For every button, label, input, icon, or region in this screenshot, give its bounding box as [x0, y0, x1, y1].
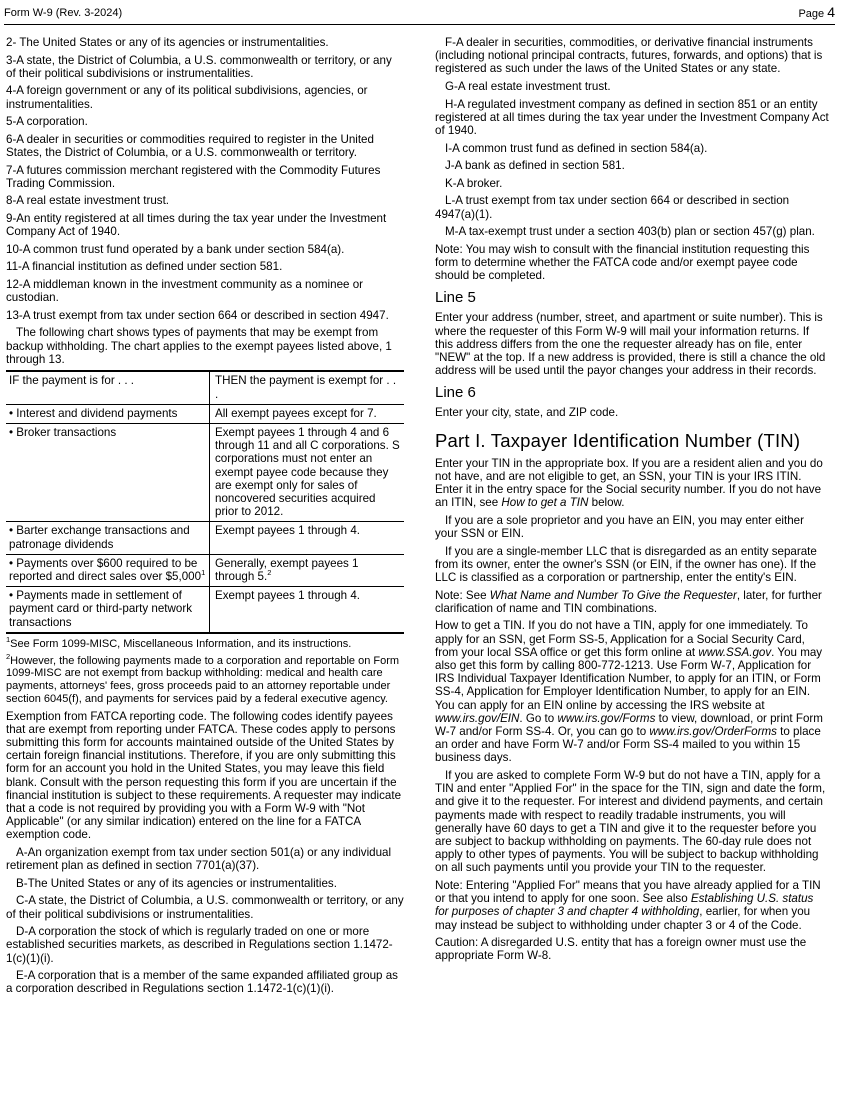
footnote-1: $^1$See Form 1099-MISC, Miscellaneous Information, and its instructions.: [6, 634, 352, 650]
fatca-code: H-A regulated investment company as defined in section 851 or an entity registered at all times during the tax year under the Investment Company Act of 1940.: [435, 97, 829, 137]
exempt-payees-cell: Generally, exempt payees 1 through 5.$^2$: [210, 554, 405, 586]
exempt-payee-code: 9-An entity registered at all times during the tax year under the Investment Company Act of 1940.: [6, 211, 387, 239]
irs-ein-link[interactable]: www.irs.gov/EIN: [435, 711, 520, 725]
exempt-payee-code: 11-A financial institution as defined under section 581.: [6, 260, 283, 274]
exempt-payee-code: 6-A dealer in securities or commodities required to register in the United States, the District of Columbia, or a U.S. commonwealth or territory.: [6, 132, 374, 159]
irs-forms-link[interactable]: www.irs.gov/Forms: [557, 711, 656, 725]
line-6-heading: Line 6: [435, 384, 476, 402]
line-5-heading: Line 5: [435, 289, 476, 307]
table-header-if: IF the payment is for . . .: [6, 371, 210, 404]
note-applied-for: Note: Entering "Applied For" means that you have already applied for a TIN or that you intend to apply for one soon. See also Establishing U.S. status for purposes of chapter 3 and chapter 4 withholding, earlier, for when you may instead be subject to withholding under chapter 3 or 4 of the Code.: [435, 879, 821, 932]
page-header: [4, 4, 835, 25]
table-row: [6, 423, 404, 521]
fatca-intro: Exemption from FATCA reporting code. The following codes identify payees that are exempt from reporting under FATCA. These codes apply to persons submitting this form for accounts maintained outside of the United States by certain foreign financial institutions. Therefore, if you are only submitting this form for an account you hold in the United States, you may leave this field blank. Consult with the person requesting this form if you are uncertain if the financial institution is subject to these requirements. A requester may indicate that a code is not required by providing you with a Form W-9 with "Not Applicable" (or any similar indication) entered on the line for a FATCA exemption code.: [6, 709, 402, 842]
table-row: [6, 404, 404, 423]
payment-type-cell: • Payments made in settlement of payment card or third-party network transactions: [6, 587, 210, 633]
exempt-payees-cell: Exempt payees 1 through 4 and 6 through 11 and all C corporations. S corporations must not enter an exempt payee code because they are exempt only for sales of noncovered securities acquired prior to 2012.: [210, 423, 405, 521]
exempt-payee-code: 12-A middleman known in the investment community as a nominee or custodian.: [6, 277, 364, 305]
fatca-code: I-A common trust fund as defined in section 584(a).: [445, 141, 708, 155]
part-1-heading: Part I. Taxpayer Identification Number (TIN): [435, 429, 801, 451]
exempt-payee-code: 5-A corporation.: [6, 115, 88, 129]
payment-type-cell: • Barter exchange transactions and patronage dividends: [6, 522, 210, 554]
line-6-text: Enter your city, state, and ZIP code.: [435, 406, 619, 420]
llc-paragraph: If you are a single-member LLC that is disregarded as an entity separate from its owner, enter the owner's SSN (or EIN, if the owner has one). If the LLC is classified as a corporation or partnership, enter the entity's EIN.: [435, 544, 817, 584]
applied-for-paragraph: If you are asked to complete Form W-9 but do not have a TIN, apply for a TIN and enter "Applied For" in the space for the TIN, sign and date the form, and give it to the requester. For interest and dividend payments, and certain payments made with respect to readily tradable instruments, you will generally have 60 days to get a TIN and give it to the requester before you are subject to backup withholding on payments. The 60-day rule does not apply to other types of payments. You will be subject to backup withholding on all such payments until you provide your TIN to the requester.: [435, 769, 826, 875]
fatca-code: J-A bank as defined in section 581.: [445, 159, 625, 173]
exempt-payees-cell: Exempt payees 1 through 4.: [210, 522, 405, 554]
line-5-text: Enter your address (number, street, and apartment or suite number). This is where the requester of this Form W-9 will mail your information returns. If this address differs from the one the requester already has on file, enter "NEW" at the top. If a new address is provided, there is still a chance the old address will be used until the payor changes your address in their records.: [435, 311, 826, 378]
table-header-row: [6, 371, 404, 404]
fatca-code: E-A corporation that is a member of the same expanded affiliated group as a corporation described in Regulations section 1.1472-1(c)(1)(i).: [6, 969, 398, 996]
exempt-payee-code: 8-A real estate investment trust.: [6, 194, 170, 208]
fatca-code: B-The United States or any of its agencies or instrumentalities.: [16, 876, 337, 890]
exempt-payees-cell: Exempt payees 1 through 4.: [210, 587, 405, 633]
fatca-code: M-A tax-exempt trust under a section 403(b) plan or section 457(g) plan.: [445, 225, 815, 239]
table-row: [6, 554, 404, 586]
fatca-code: L-A trust exempt from tax under section 664 or described in section 4947(a)(1).: [435, 194, 790, 221]
exempt-payee-code: 7-A futures commission merchant registered with the Commodity Futures Trading Commission.: [6, 163, 381, 190]
payment-type-cell: • Interest and dividend payments: [6, 404, 210, 423]
footnote-2: $^2$However, the following payments made to a corporation and reportable on Form 1099-MISC are not exempt from backup withholding: medical and health care payments, attorneys' fees, gross proceeds paid to an attorney reportable under section 6045(f), and payments for services paid by a federal executive agency.: [6, 651, 400, 705]
exempt-payee-code: 4-A foreign government or any of its political subdivisions, agencies, or instrumentalities.: [6, 84, 368, 111]
right-column: [435, 36, 829, 967]
note-name-number: Note: See What Name and Number To Give the Requester, later, for further clarification of name and TIN combinations.: [435, 588, 822, 615]
table-header-then: THEN the payment is exempt for . . .: [210, 371, 405, 404]
exempt-payee-code: 3-A state, the District of Columbia, a U.S. commonwealth or territory, or any of their political subdivisions or instrumentalities.: [6, 53, 392, 80]
page-number: Page 4: [798, 4, 835, 20]
exempt-payees-cell: All exempt payees except for 7.: [210, 404, 405, 423]
table-row: [6, 587, 404, 633]
how-to-get-tin: How to get a TIN. If you do not have a TIN, apply for one immediately. To apply for an SSN, get Form SS-5, Application for a Social Security Card, from your local SSA office or get this form online at www.SSA.gov. You may also get this form by calling 800-772-1213. Use Form W-7, Application for IRS Individual Taxpayer Identification Number, to apply for an ITIN, or Form SS-4, Application for Employer Identification Number, to apply for an EIN. You can apply for an EIN online by accessing the IRS website at www.irs.gov/EIN. Go to www.irs.gov/Forms to view, download, or print Form W-7 and/or Form SS-4. Or, you can go to www.irs.gov/OrderForms to place an order and have Form W-7 and/or Form SS-4 mailed to you within 15 business days.: [435, 619, 823, 765]
footnote-ref: 2: [267, 567, 272, 577]
payment-type-cell: • Payments over $600 required to be reported and direct sales over $5,000$^1$: [6, 554, 210, 586]
tin-paragraph: Enter your TIN in the appropriate box. If you are a resident alien and you do not have, and are not eligible to get, an SSN, your TIN is your IRS ITIN. Enter it in the entry space for the Social security number. If you do not have an ITIN, see How to get a TIN below.: [435, 456, 823, 510]
note-fatca: Note: You may wish to consult with the financial institution requesting this form to determine whether the FATCA code and/or exempt payee code should be completed.: [435, 242, 810, 283]
sole-proprietor-paragraph: If you are a sole proprietor and you have an EIN, you may enter either your SSN or EIN.: [435, 513, 804, 540]
exempt-payee-code: 2- The United States or any of its agencies or instrumentalities.: [6, 36, 329, 49]
fatca-code: A-An organization exempt from tax under section 501(a) or any individual retirement plan as defined in section 7701(a)(37).: [6, 845, 392, 873]
fatca-code: C-A state, the District of Columbia, a U.S. commonwealth or territory, or any of their political subdivisions or instrumentalities.: [6, 894, 404, 921]
fatca-code: D-A corporation the stock of which is regularly traded on one or more established securities markets, as described in Regulations section 1.1472-1(c)(1)(i).: [6, 925, 393, 965]
ssa-link[interactable]: www.SSA.gov: [698, 645, 772, 659]
fatca-code: G-A real estate investment trust.: [445, 80, 611, 93]
exempt-payee-code: 13-A trust exempt from tax under section 664 or described in section 4947.: [6, 308, 389, 322]
caution-text: Caution: A disregarded U.S. entity that has a foreign owner must use the appropriate Form W-8.: [435, 936, 807, 963]
footnote-ref: 1: [201, 567, 206, 577]
payment-type-cell: • Broker transactions: [6, 423, 210, 521]
chart-intro: The following chart shows types of payments that may be exempt from backup withholding. The chart applies to the exempt payees listed above, 1 through 13.: [6, 326, 392, 366]
exempt-payee-code: 10-A common trust fund operated by a bank under section 584(a).: [6, 242, 345, 256]
form-label: Form W-9 (Rev. 3-2024): [4, 7, 123, 19]
table-row: [6, 522, 404, 554]
fatca-code: F-A dealer in securities, commodities, or derivative financial instruments (including notional principal contracts, futures, forwards, and options) that is registered as such under the laws of the United States or any state.: [435, 36, 823, 76]
irs-orderforms-link[interactable]: www.irs.gov/OrderForms: [649, 725, 777, 739]
left-column: [6, 36, 404, 1000]
exempt-payments-table: [6, 370, 404, 633]
fatca-code: K-A broker.: [445, 176, 503, 190]
